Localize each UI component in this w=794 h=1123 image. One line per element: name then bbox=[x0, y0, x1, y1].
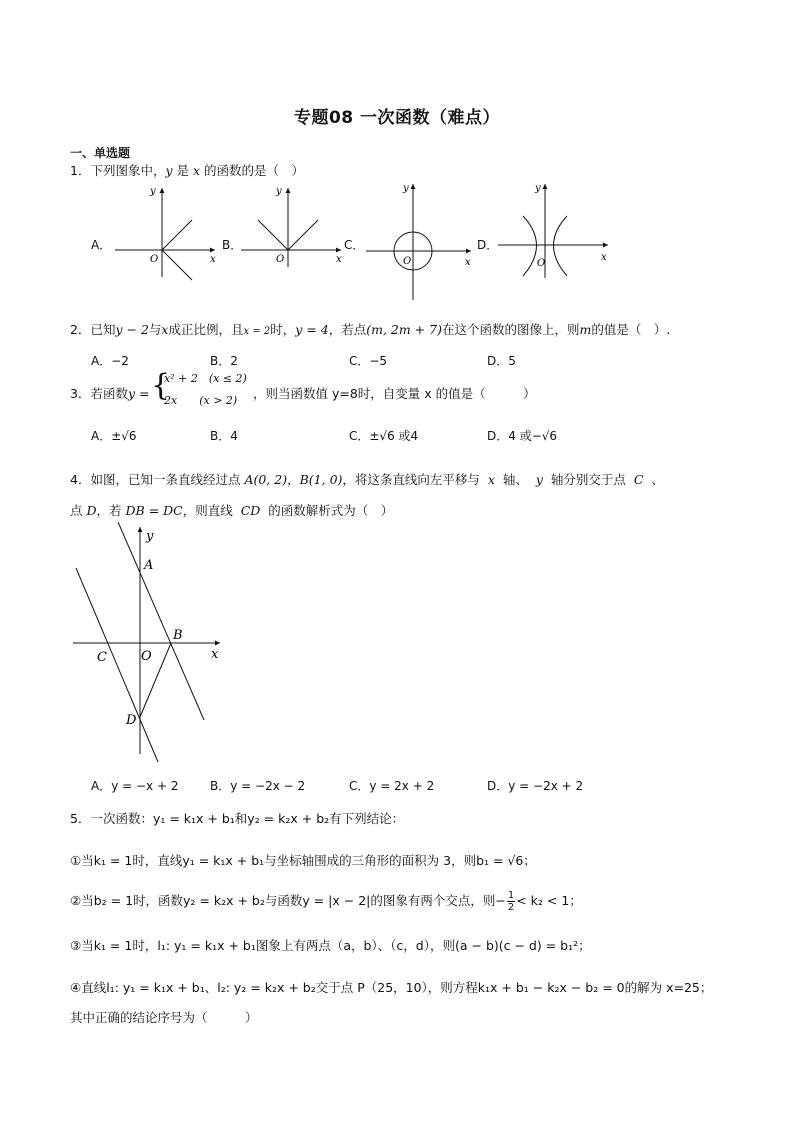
y-axis-arrow bbox=[411, 184, 416, 189]
q3-expr-1: y = bbox=[127, 386, 150, 401]
q2-option-b[interactable]: B．2 bbox=[210, 354, 238, 368]
q4-expr-5: C bbox=[633, 472, 644, 487]
q3-text-1: 若函数 bbox=[90, 386, 128, 401]
q1-option-c[interactable]: C． bbox=[344, 238, 365, 252]
hyperbola-right-branch bbox=[554, 216, 568, 276]
q4-expr-2: B(1, 0) bbox=[299, 472, 343, 487]
q1-graph-b bbox=[236, 182, 351, 282]
q4-l2-text-1: 点 bbox=[70, 503, 83, 518]
q5-number: 5． bbox=[70, 811, 91, 826]
q4-number: 4． bbox=[70, 472, 91, 487]
q4-option-a[interactable]: A．y = −x + 2 bbox=[91, 779, 179, 793]
line-ab bbox=[118, 522, 204, 720]
q5-statement-4: ④直线l₁: y₁ = k₁x + b₁、l₂: y₂ = k₂x + b₂交于点 P（25，10），则方程k₁x + b₁ − k₂x − b₂ = 0的解为 x=25； bbox=[70, 980, 713, 995]
x-axis-arrow bbox=[210, 248, 215, 253]
x-axis-arrow bbox=[215, 641, 220, 646]
q2-expr-5: (m, 2m + 7) bbox=[366, 322, 442, 337]
q5-statement-3: ③当k₁ = 1时，l₁: y₁ = k₁x + b₁图象上有两点（a，b）、（c，d），则(a − b)(c − d) = b₁²； bbox=[70, 938, 591, 953]
q4-expr-4: y bbox=[535, 472, 543, 487]
q2-option-a[interactable]: A．−2 bbox=[91, 354, 129, 368]
origin-label: O bbox=[276, 254, 285, 265]
y-axis-arrow bbox=[160, 188, 165, 193]
q4-expr-3: x bbox=[487, 472, 495, 487]
q1-var-x: x bbox=[192, 163, 201, 178]
q2-expr-3: x = 2 bbox=[243, 326, 271, 337]
q2-expr-4: y = 4 bbox=[295, 322, 329, 337]
q3-stem bbox=[70, 384, 149, 402]
q4-text-2: ， bbox=[287, 472, 300, 487]
q1-option-a[interactable]: A． bbox=[91, 238, 112, 252]
q1-option-d[interactable]: D． bbox=[477, 238, 499, 252]
q3-option-c[interactable]: C．±√6 或4 bbox=[349, 429, 419, 443]
q5-statement-2 bbox=[70, 890, 582, 913]
y-label: y bbox=[403, 183, 409, 194]
q1-option-b[interactable]: B． bbox=[222, 238, 243, 252]
graph-ray-right bbox=[288, 220, 318, 250]
graph-ray-up bbox=[162, 220, 192, 250]
q5-final: 其中正确的结论序号为（ ） bbox=[70, 1010, 258, 1025]
q3-brace: { bbox=[151, 368, 171, 403]
q2-text-7: 的值是（ ）. bbox=[591, 322, 671, 337]
q1-graph-c bbox=[363, 178, 478, 303]
label-o: O bbox=[141, 649, 152, 664]
q2-text-5: ，若点 bbox=[328, 322, 367, 337]
label-y: y bbox=[146, 529, 154, 544]
x-label: x bbox=[465, 257, 471, 268]
q1-text-c: 的函数的是（ ） bbox=[200, 163, 305, 178]
q2-text-3: 成正比例，且 bbox=[168, 322, 244, 337]
q4-text-1: 如图，已知一条直线经过点 bbox=[90, 472, 241, 487]
q5-s2-denominator: 2 bbox=[507, 902, 515, 913]
q2-expr-6: m bbox=[579, 322, 592, 337]
y-axis-arrow bbox=[286, 188, 291, 193]
q5-s2-numerator: 1 bbox=[507, 890, 515, 901]
q5-text: 一次函数：y₁ = k₁x + b₁和y₂ = k₂x + b₂有下列结论： bbox=[90, 811, 405, 826]
q4-text-6: 、 bbox=[651, 472, 664, 487]
section-heading: 一、单选题 bbox=[70, 146, 131, 160]
y-label: y bbox=[150, 186, 156, 197]
q4-stem-line-2 bbox=[70, 501, 393, 519]
x-label: x bbox=[210, 254, 216, 265]
q1-text-a: 下列图象中， bbox=[90, 163, 166, 178]
label-a: A bbox=[144, 558, 154, 573]
x-axis-arrow bbox=[603, 243, 608, 248]
q2-option-d[interactable]: D．5 bbox=[487, 354, 516, 368]
q4-l2-text-3: ，则直线 bbox=[182, 503, 233, 518]
q5-statement-1: ①当k₁ = 1时，直线y₁ = k₁x + b₁与坐标轴围成的三角形的面积为 3，则b₁ = √6； bbox=[70, 853, 536, 868]
x-axis-arrow bbox=[466, 249, 471, 254]
graph-ray-left bbox=[258, 220, 288, 250]
q1-var-y: y bbox=[165, 163, 173, 178]
q2-option-c[interactable]: C．−5 bbox=[349, 354, 388, 368]
q3-piece-2: 2x (x > 2) bbox=[164, 394, 238, 407]
q2-text-6: 在这个函数的图像上，则 bbox=[441, 322, 580, 337]
label-d: D bbox=[126, 713, 137, 728]
q4-l2-text-4: 的函数解析式为（ ） bbox=[268, 503, 394, 518]
label-b: B bbox=[173, 628, 183, 643]
line-cd bbox=[76, 568, 158, 762]
q3-option-b[interactable]: B．4 bbox=[210, 429, 238, 443]
q1-graph-a bbox=[110, 182, 225, 282]
q5-s2-fraction bbox=[507, 890, 515, 913]
q1-stem bbox=[70, 161, 304, 179]
x-label: x bbox=[601, 252, 607, 263]
x-axis-arrow bbox=[336, 248, 341, 253]
q4-l2-expr-3: CD bbox=[240, 503, 261, 518]
q4-l2-expr-1: D bbox=[86, 503, 97, 518]
y-axis-arrow bbox=[543, 184, 548, 189]
page-title: 专题08 一次函数（难点） bbox=[293, 108, 501, 128]
origin-label: O bbox=[403, 256, 412, 267]
q2-expr-1: y − 2 bbox=[115, 322, 149, 337]
q4-text-4: 轴、 bbox=[502, 472, 528, 487]
q2-text-2: 与 bbox=[148, 322, 162, 337]
q3-number: 3． bbox=[70, 386, 91, 401]
q2-number: 2． bbox=[70, 322, 91, 337]
q2-text-4: 时， bbox=[270, 322, 296, 337]
q4-option-c[interactable]: C．y = 2x + 2 bbox=[349, 779, 435, 793]
hyperbola-left-branch bbox=[523, 216, 537, 276]
q3-piece-1: x² + 2 (x ≤ 2) bbox=[164, 372, 247, 385]
q5-s2-text-b: < k₂ < 1； bbox=[516, 893, 582, 908]
q2-text-1: 已知 bbox=[90, 322, 116, 337]
q1-text-b: 是 bbox=[172, 163, 193, 178]
q2-expr-2: x bbox=[161, 322, 169, 337]
origin-label: O bbox=[537, 258, 546, 269]
q5-stem bbox=[70, 809, 404, 827]
q4-text-3: ，将这条直线向左平移与 bbox=[342, 472, 480, 487]
q4-l2-expr-2: DB = DC bbox=[125, 503, 183, 518]
y-label: y bbox=[276, 186, 282, 197]
q3-option-a[interactable]: A．±√6 bbox=[91, 429, 137, 443]
q4-text-5: 轴分别交于点 bbox=[550, 472, 626, 487]
q5-s2-text-a: ②当b₂ = 1时，函数y₂ = k₂x + b₂与函数y = |x − 2|的图象有两个交点，则− bbox=[70, 893, 506, 908]
q4-option-b[interactable]: B．y = −2x − 2 bbox=[210, 779, 306, 793]
x-label: x bbox=[336, 254, 342, 265]
graph-ray-down bbox=[162, 250, 192, 280]
q4-option-d[interactable]: D．y = −2x + 2 bbox=[487, 779, 584, 793]
origin-label: O bbox=[150, 254, 159, 265]
q4-stem-line-1 bbox=[70, 470, 664, 488]
q3-option-d[interactable]: D．4 或−√6 bbox=[487, 429, 558, 443]
label-x: x bbox=[211, 647, 219, 662]
q4-figure bbox=[70, 522, 230, 767]
q4-l2-text-2: ，若 bbox=[96, 503, 122, 518]
q1-number: 1． bbox=[70, 163, 91, 178]
label-c: C bbox=[97, 650, 107, 665]
y-axis-arrow bbox=[138, 527, 143, 532]
q3-text-2: ，则当函数值 y=8时，自变量 x 的值是（ ） bbox=[253, 386, 536, 401]
q4-expr-1: A(0, 2) bbox=[244, 472, 288, 487]
q1-graph-d bbox=[495, 178, 610, 283]
y-label: y bbox=[535, 183, 541, 194]
q2-stem bbox=[70, 320, 670, 338]
